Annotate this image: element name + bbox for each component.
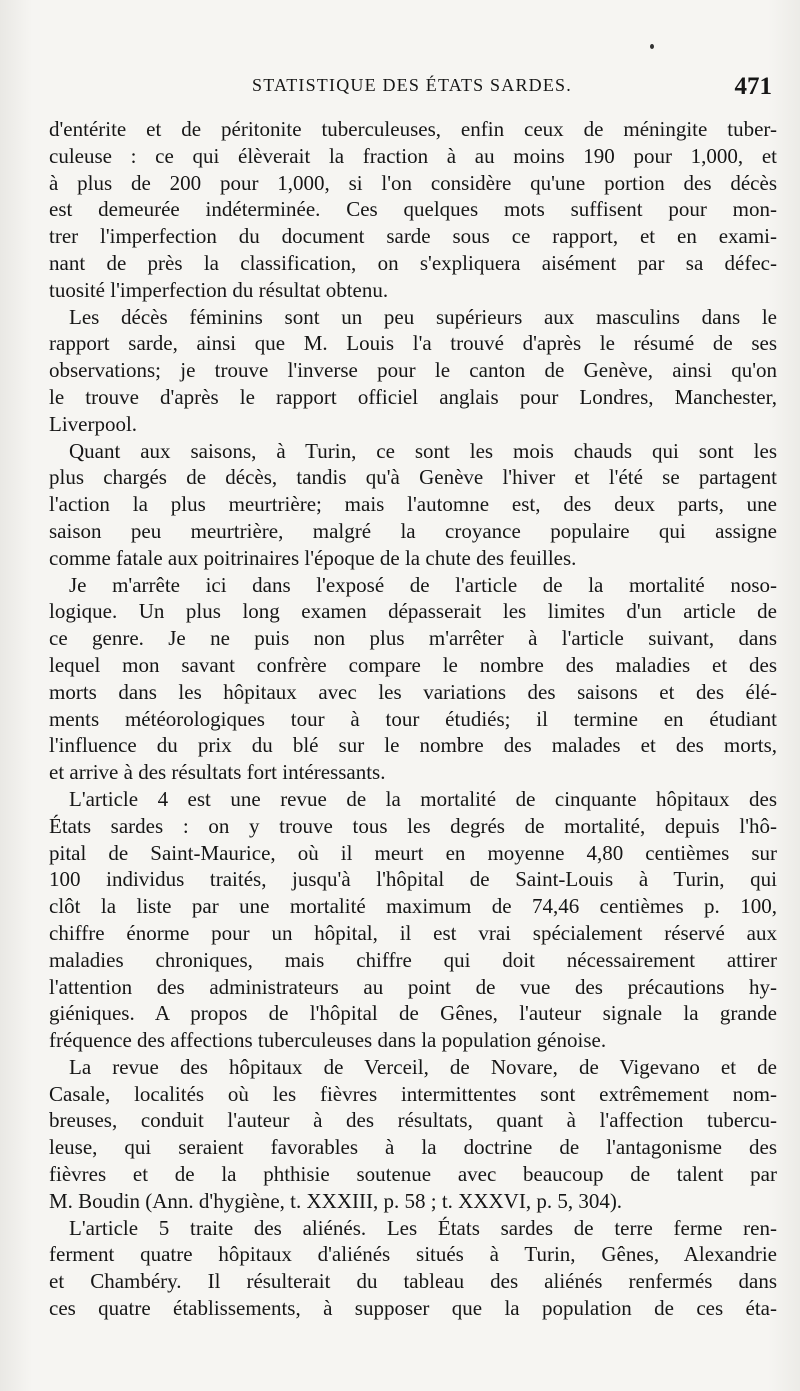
text-line: rapport sarde, ainsi que M. Louis l'a trouvé d'après le résumé de ses xyxy=(49,331,777,356)
text-line: Quant aux saisons, à Turin, ce sont les mois chauds qui sont les xyxy=(69,438,777,463)
ink-speck xyxy=(650,44,654,49)
text-line: et arrive à des résultats fort intéressants. xyxy=(49,760,386,785)
text-line: comme fatale aux poitrinaires l'époque de la chute des feuilles. xyxy=(49,545,577,570)
text-line: Liverpool. xyxy=(49,411,138,436)
text-line: à plus de 200 pour 1,000, si l'on considère qu'une portion des décès xyxy=(49,170,777,195)
page-number: 471 xyxy=(734,73,772,100)
text-line: L'article 5 traite des aliénés. Les États sardes de terre ferme ren- xyxy=(69,1215,777,1240)
text-line: et Chambéry. Il résulterait du tableau des aliénés renfermés dans xyxy=(49,1269,777,1294)
text-line: ce genre. Je ne puis non plus m'arrêter à l'article suivant, dans xyxy=(49,626,777,651)
text-line: clôt la liste par une mortalité maximum de 74,46 centièmes p. 100, xyxy=(49,894,777,919)
text-line: breuses, conduit l'auteur à des résultats, quant à l'affection tubercu- xyxy=(49,1108,777,1133)
text-line: fréquence des affections tuberculeuses dans la population génoise. xyxy=(49,1028,607,1053)
text-line: maladies chroniques, mais chiffre qui doit nécessairement attirer xyxy=(49,947,777,972)
text-line: ces quatre établissements, à supposer que la population de ces éta- xyxy=(49,1296,777,1321)
text-line: trer l'imperfection du document sarde sous ce rapport, et en exami- xyxy=(49,224,777,249)
text-line: est demeurée indéterminée. Ces quelques mots suffisent pour mon- xyxy=(49,197,777,222)
text-line: giéniques. A propos de l'hôpital de Gênes, l'auteur signale la grande xyxy=(49,1001,777,1026)
text-line: États sardes : on y trouve tous les degrés de mortalité, depuis l'hô- xyxy=(49,813,777,838)
text-line: Je m'arrête ici dans l'exposé de l'article de la mortalité noso- xyxy=(69,572,777,597)
text-line: Casale, localités où les fièvres intermittentes sont extrêmement nom- xyxy=(49,1081,777,1106)
text-line: ments météorologiques tour à tour étudiés; il termine en étudiant xyxy=(49,706,777,731)
text-line: l'attention des administrateurs au point de vue des précautions hy- xyxy=(49,974,777,999)
text-line: le trouve d'après le rapport officiel anglais pour Londres, Manchester, xyxy=(49,384,777,409)
running-title: STATISTIQUE DES ÉTATS SARDES. xyxy=(252,75,572,95)
text-line: plus chargés de décès, tandis qu'à Genève l'hiver et l'été se partagent xyxy=(49,465,777,490)
text-line: fièvres et de la phthisie soutenue avec beaucoup de talent par xyxy=(49,1162,777,1187)
text-line: ferment quatre hôpitaux d'aliénés situés à Turin, Gênes, Alexandrie xyxy=(49,1242,777,1267)
text-line: L'article 4 est une revue de la mortalité de cinquante hôpitaux des xyxy=(69,786,777,811)
text-line: leuse, qui seraient favorables à la doctrine de l'antagonisme des xyxy=(49,1135,777,1160)
text-line: d'entérite et de péritonite tuberculeuses, enfin ceux de méningite tuber- xyxy=(49,117,777,141)
text-line: nant de près la classification, on s'expliquera aisément par sa défec- xyxy=(49,250,777,275)
text-line: morts dans les hôpitaux avec les variations des saisons et des élé- xyxy=(49,679,777,704)
text-line: La revue des hôpitaux de Verceil, de Novare, de Vigevano et de xyxy=(69,1054,777,1079)
page-header xyxy=(52,73,772,107)
text-line: Les décès féminins sont un peu supérieurs aux masculins dans le xyxy=(69,304,777,329)
text-line: chiffre énorme pour un hôpital, il est vrai spécialement réservé aux xyxy=(49,920,777,945)
text-line: pital de Saint-Maurice, où il meurt en moyenne 4,80 centièmes sur xyxy=(49,840,777,865)
text-line: M. Boudin (Ann. d'hygiène, t. XXXIII, p. 58 ; t. XXXVI, p. 5, 304). xyxy=(49,1188,623,1213)
text-line: observations; je trouve l'inverse pour le canton de Genève, ainsi qu'on xyxy=(49,358,777,383)
body-text xyxy=(49,116,777,1322)
text-line: l'action la plus meurtrière; mais l'automne est, des deux parts, une xyxy=(49,492,777,517)
text-line: lequel mon savant confrère compare le nombre des maladies et des xyxy=(49,652,777,677)
text-line: culeuse : ce qui élèverait la fraction à au moins 190 pour 1,000, et xyxy=(49,143,777,168)
text-line: l'influence du prix du blé sur le nombre des malades et des morts, xyxy=(49,733,777,758)
text-line: saison peu meurtrière, malgré la croyance populaire qui assigne xyxy=(49,518,777,543)
text-line: tuosité l'imperfection du résultat obtenu. xyxy=(49,277,389,302)
text-line: logique. Un plus long examen dépasserait les limites d'un article de xyxy=(49,599,777,624)
text-line: 100 individus traités, jusqu'à l'hôpital de Saint-Louis à Turin, qui xyxy=(49,867,777,892)
